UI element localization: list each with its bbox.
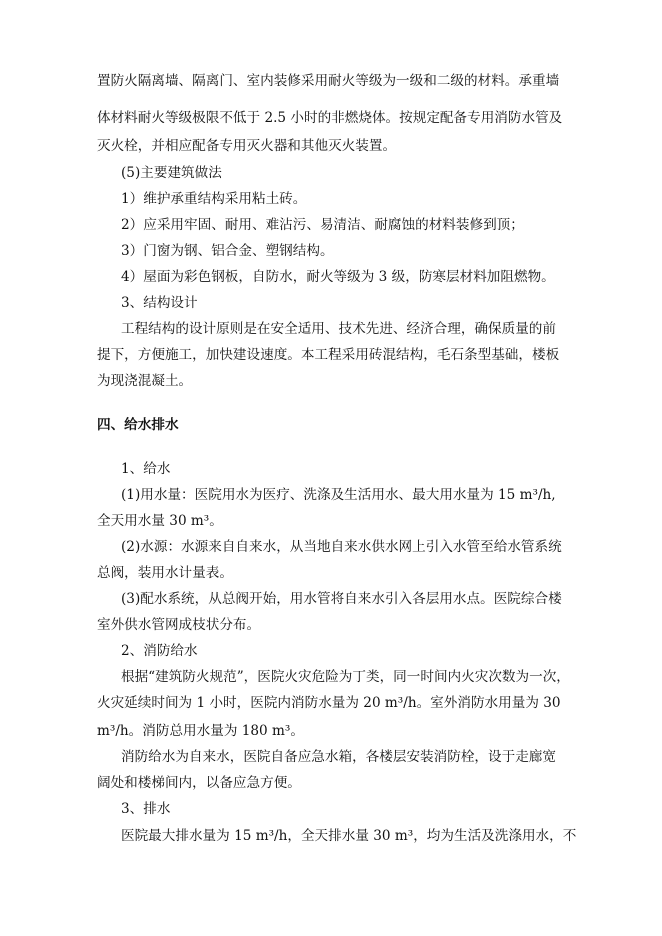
- text-line: 消防给水为自来水，医院自备应急水箱，各楼层安装消防栓，设于走廊宽: [121, 749, 556, 765]
- text-line: 体材料耐火等级极限不低于 2.5 小时的非燃烧体。按规定配备专用消防水管及: [97, 110, 563, 126]
- text-line: m³/h。消防总用水量为 180 m³。: [97, 723, 304, 739]
- text-line: 灭火栓，并相应配备专用灭火器和其他灭火装置。: [97, 138, 397, 154]
- text-line: 医院最大排水量为 15 m³/h，全天排水量 30 m³，均为生活及洗涤用水，不: [121, 828, 577, 844]
- section-subheading: (5)主要建筑做法: [121, 165, 222, 181]
- section-subheading: 3、排水: [121, 801, 171, 817]
- list-item: 4）屋面为彩色钢板，自防水，耐火等级为 3 级，防寒层材料加阻燃物。: [121, 269, 555, 285]
- section-subheading: 1、给水: [121, 461, 171, 477]
- text-line: 室外供水管网成枝状分布。: [97, 617, 261, 633]
- section-subheading: 2、消防给水: [121, 643, 198, 659]
- text-line: 根据“建筑防火规范”，医院火灾危险为丁类，同一时间内火灾次数为一次，: [121, 669, 570, 685]
- section-heading: 四、给水排水: [97, 417, 179, 433]
- text-line: (3)配水系统，从总阀开始，用水管将自来水引入各层用水点。医院综合楼: [121, 591, 562, 607]
- text-line: 工程结构的设计原则是在安全适用、技术先进、经济合理，确保质量的前: [121, 321, 556, 337]
- list-item: 2）应采用牢固、耐用、难沾污、易清洁、耐腐蚀的材料装修到顶；: [121, 217, 524, 233]
- list-item: 3）门窗为钢、铝合金、塑钢结构。: [121, 243, 334, 259]
- text-line: 总阀，装用水计量表。: [97, 565, 233, 581]
- text-line: 阔处和楼梯间内，以备应急方便。: [97, 775, 301, 791]
- text-line: (2)水源：水源来自自来水，从当地自来水供水网上引入水管至给水管系统: [121, 539, 562, 555]
- text-line: 提下，方便施工，加快建设速度。本工程采用砖混结构，毛石条型基础，楼板: [97, 347, 560, 363]
- text-line: 置防火隔离墙、隔离门、室内装修采用耐火等级为一级和二级的材料。承重墙: [97, 73, 560, 89]
- text-line: (1)用水量：医院用水为医疗、洗涤及生活用水、最大用水量为 15 m³/h,: [121, 487, 556, 503]
- text-line: 为现浇混凝土。: [97, 373, 193, 389]
- list-item: 1）维护承重结构采用粘土砖。: [121, 191, 307, 207]
- text-line: 火灾延续时间为 1 小时，医院内消防水量为 20 m³/h。室外消防水用量为 30: [97, 695, 561, 711]
- section-subheading: 3、结构设计: [121, 295, 198, 311]
- text-line: 全天用水量 30 m³。: [97, 513, 223, 529]
